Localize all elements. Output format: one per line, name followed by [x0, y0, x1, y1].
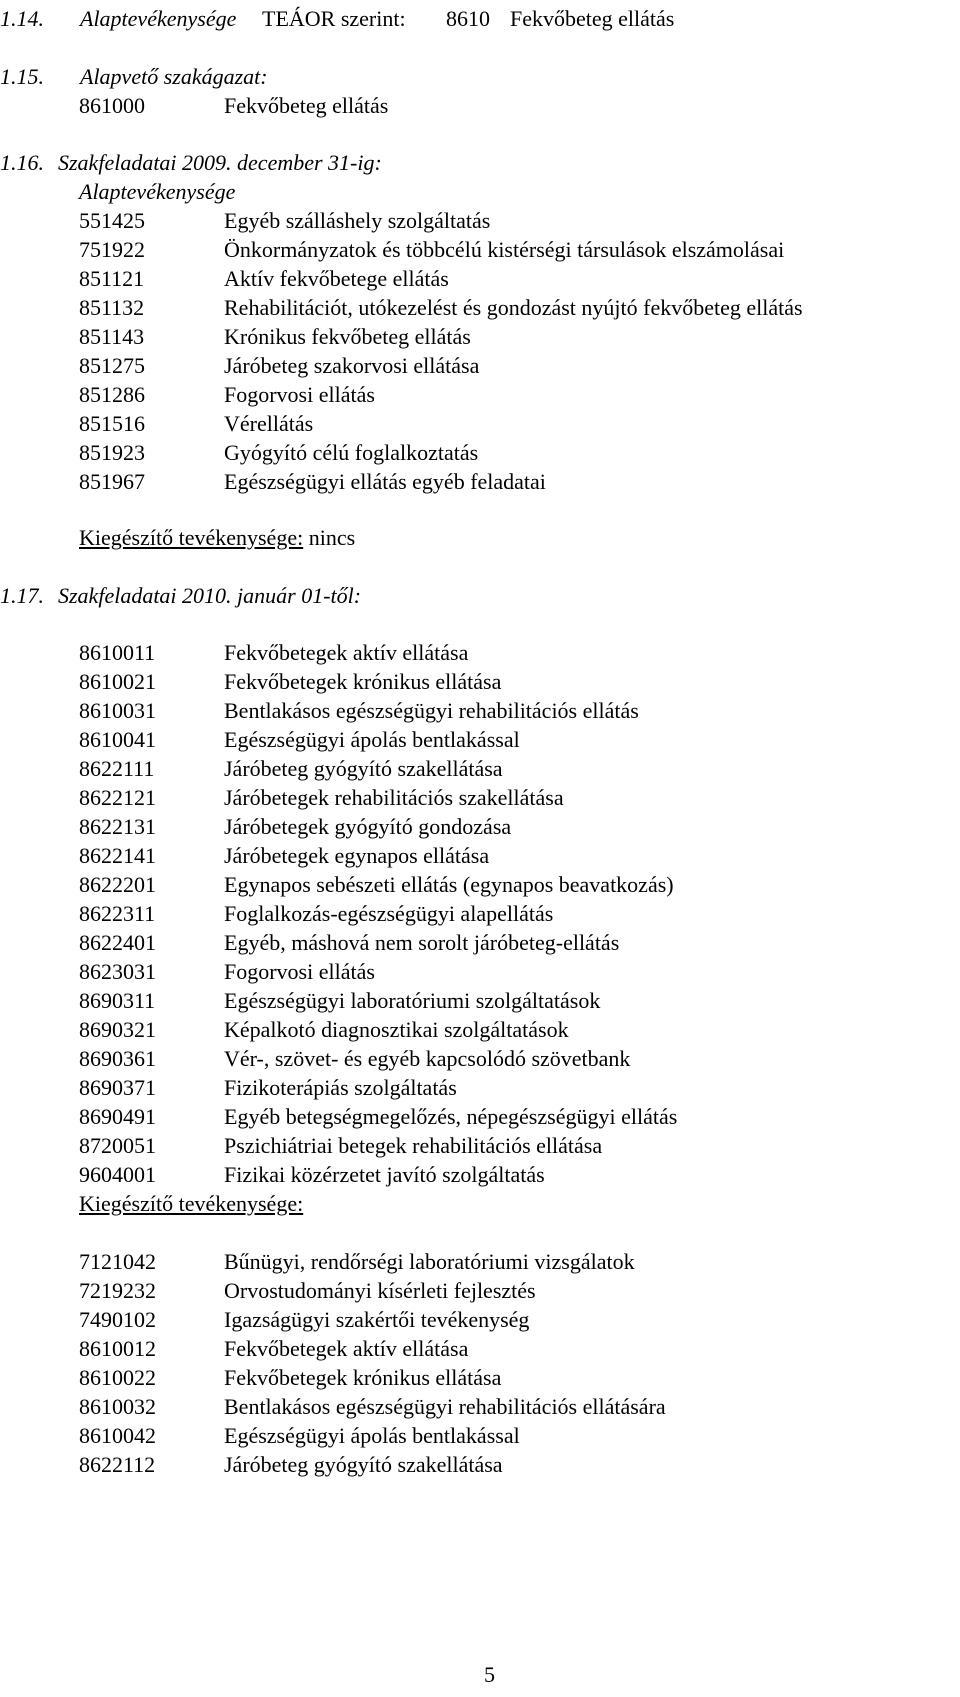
activity-code: 8622131 [79, 814, 156, 839]
activity-code: 8622311 [79, 901, 156, 926]
activity-text: Vér-, szövet- és egyéb kapcsolódó szövetbank [224, 1046, 631, 1071]
activity-text: Egészségügyi ápolás bentlakással [224, 1423, 520, 1448]
section-label: Alapvető szakágazat: [80, 64, 268, 89]
activity-text: Járóbeteg gyógyító szakellátása [224, 756, 503, 781]
activity-text: Egyéb betegségmegelőzés, népegészségügyi ellátás [224, 1104, 678, 1129]
activity-text: Foglalkozás-egészségügyi alapellátás [224, 901, 554, 926]
activity-text: Egészségügyi ápolás bentlakással [224, 727, 520, 752]
section-number: 1.16. [0, 150, 44, 175]
activity-text: Aktív fekvőbetege ellátás [224, 266, 449, 291]
activity-code: 8690321 [79, 1017, 156, 1042]
activity-text: Járóbeteg gyógyító szakellátása [224, 1452, 503, 1477]
activity-text: Egészségügyi laboratóriumi szolgáltatások [224, 988, 601, 1013]
activity-code: 8623031 [79, 959, 156, 984]
activity-code: 851286 [79, 382, 145, 407]
activity-text: Járóbeteg szakorvosi ellátása [224, 353, 480, 378]
activity-text: Képalkotó diagnosztikai szolgáltatások [224, 1017, 569, 1042]
activity-code: 551425 [79, 208, 145, 233]
activity-text: Fekvőbeteg ellátás [510, 6, 675, 31]
activity-text: Fizikoterápiás szolgáltatás [224, 1075, 457, 1100]
activity-code: 9604001 [79, 1162, 156, 1187]
section-number: 1.15. [0, 64, 44, 89]
activity-code: 851143 [79, 324, 145, 349]
activity-text: Bűnügyi, rendőrségi laboratóriumi vizsgálatok [224, 1249, 635, 1274]
activity-text: Fogorvosi ellátás [224, 382, 375, 407]
activity-code: 8610041 [79, 727, 156, 752]
activity-code: 8610012 [79, 1336, 156, 1361]
activity-code: 8690311 [79, 988, 156, 1013]
activity-code: 851132 [79, 295, 145, 320]
supplementary-label: Kiegészítő tevékenysége: [79, 525, 304, 550]
activity-code: 8610 [446, 6, 490, 31]
activity-text: Krónikus fekvőbeteg ellátás [224, 324, 471, 349]
activity-text: Fekvőbetegek aktív ellátása [224, 640, 469, 665]
activity-text: Önkormányzatok és többcélú kistérségi társulások elszámolásai [224, 237, 785, 262]
activity-code: 851923 [79, 440, 145, 465]
activity-code: 851516 [79, 411, 145, 436]
activity-text: Fekvőbetegek aktív ellátása [224, 1336, 469, 1361]
activity-text: Fekvőbetegek krónikus ellátása [224, 1365, 502, 1390]
activity-code: 7219232 [79, 1278, 156, 1303]
activity-text: Bentlakásos egészségügyi rehabilitációs ellátására [224, 1394, 666, 1419]
activity-text: Bentlakásos egészségügyi rehabilitációs ellátás [224, 698, 639, 723]
section-number: 1.14. [0, 6, 44, 31]
activity-code: 8622112 [79, 1452, 156, 1477]
activity-text: Fogorvosi ellátás [224, 959, 375, 984]
activity-code: 8610032 [79, 1394, 156, 1419]
section-label-rest: TEÁOR szerint: [262, 6, 406, 31]
activity-code: 7490102 [79, 1307, 156, 1332]
section-title: Szakfeladatai 2010. január 01-től: [58, 583, 362, 608]
supplementary-activity [79, 523, 355, 553]
activity-code: 8610021 [79, 669, 156, 694]
activity-text: Gyógyító célú foglalkoztatás [224, 440, 479, 465]
activity-code: 861000 [79, 93, 145, 118]
activity-code: 8690491 [79, 1104, 156, 1129]
activity-text: Fekvőbeteg ellátás [224, 93, 389, 118]
activity-code: 851121 [79, 266, 145, 291]
activity-code: 8622401 [79, 930, 156, 955]
section-number: 1.17. [0, 583, 44, 608]
activity-text: Igazságügyi szakértői tevékenység [224, 1307, 530, 1332]
supplementary-label: Kiegészítő tevékenysége: [79, 1191, 304, 1216]
activity-text: Fizikai közérzetet javító szolgáltatás [224, 1162, 545, 1187]
activity-text: Egyéb, máshová nem sorolt járóbeteg-ellátás [224, 930, 620, 955]
page-number: 5 [484, 1662, 495, 1687]
activity-code: 8622111 [79, 756, 155, 781]
activity-text: Járóbetegek egynapos ellátása [224, 843, 490, 868]
activity-text: Fekvőbetegek krónikus ellátása [224, 669, 502, 694]
activity-code: 8610011 [79, 640, 156, 665]
activity-text: Egynapos sebészeti ellátás (egynapos beavatkozás) [224, 872, 674, 897]
section-title: Szakfeladatai 2009. december 31-ig: [58, 150, 382, 175]
activity-text: Egészségügyi ellátás egyéb feladatai [224, 469, 546, 494]
activity-text: Orvostudományi kísérleti fejlesztés [224, 1278, 536, 1303]
activity-text: Pszichiátriai betegek rehabilitációs ellátása [224, 1133, 603, 1158]
activity-code: 851967 [79, 469, 145, 494]
activity-text: Egyéb szálláshely szolgáltatás [224, 208, 491, 233]
activity-code: 8690361 [79, 1046, 156, 1071]
activity-code: 8622121 [79, 785, 156, 810]
activity-code: 8720051 [79, 1133, 156, 1158]
section-subtitle: Alaptevékenysége [79, 179, 236, 204]
activity-code: 851275 [79, 353, 145, 378]
activity-text: Vérellátás [224, 411, 314, 436]
supplementary-value: nincs [308, 525, 356, 550]
activity-code: 8622201 [79, 872, 156, 897]
activity-code: 8622141 [79, 843, 156, 868]
activity-code: 8610042 [79, 1423, 156, 1448]
activity-text: Járóbetegek gyógyító gondozása [224, 814, 512, 839]
activity-code: 7121042 [79, 1249, 156, 1274]
activity-text: Járóbetegek rehabilitációs szakellátása [224, 785, 564, 810]
activity-code: 8610031 [79, 698, 156, 723]
activity-code: 8690371 [79, 1075, 156, 1100]
activity-code: 8610022 [79, 1365, 156, 1390]
activity-text: Rehabilitációt, utókezelést és gondozást nyújtó fekvőbeteg ellátás [224, 295, 803, 320]
section-label: Alaptevékenysége [80, 6, 237, 31]
activity-code: 751922 [79, 237, 145, 262]
